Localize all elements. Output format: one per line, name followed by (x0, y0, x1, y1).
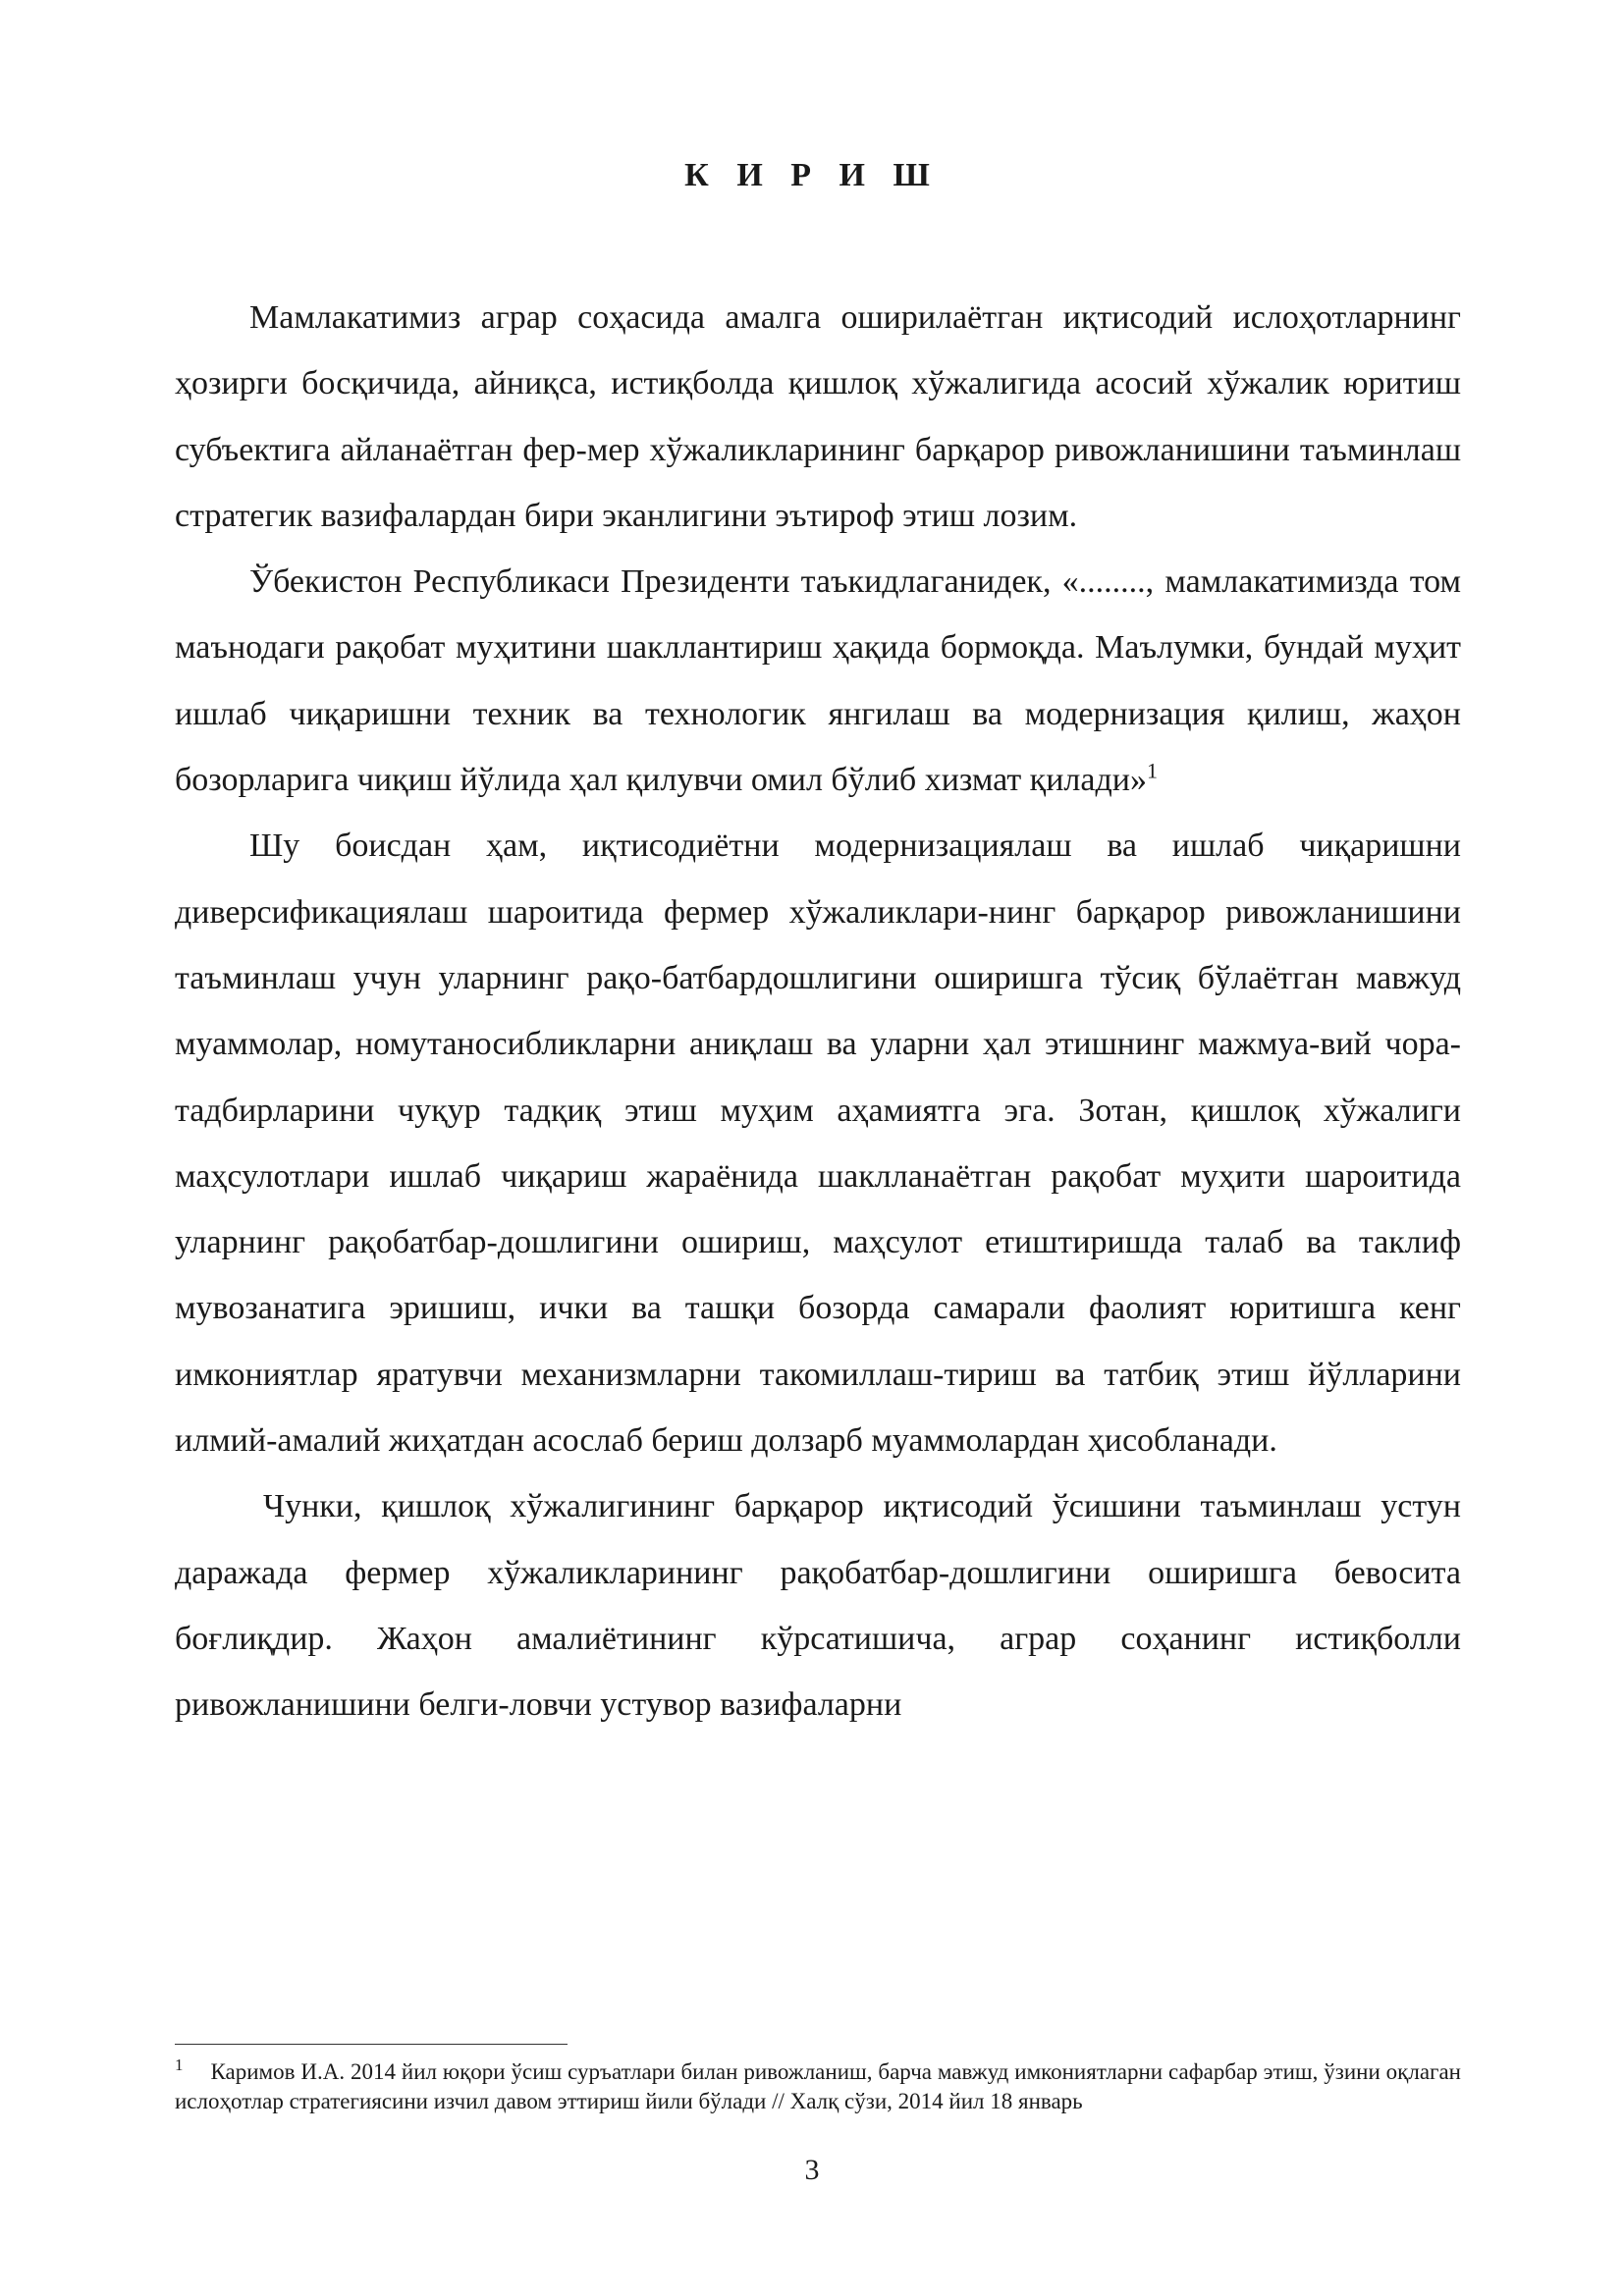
paragraph-2-text: Ўбекистон Республикаси Президенти таъкидлаганидек, «........, мамлакатимизда том маънодаги рақобат муҳитини шакллантириш ҳақида бормоқда. Маълумки, бундай муҳит ишлаб чиқаришни техник ва технологик янгилаш ва модернизация қилиш, жаҳон бозорларига чиқиш йўлида ҳал қилувчи омил бўлиб хизмат қилади» (175, 563, 1461, 799)
paragraph-3-text: Шу боисдан ҳам, иқтисодиётни модернизациялаш ва ишлаб чиқаришни диверсификациялаш шароитида фермер хўжаликлари-нинг барқарор ривожланишини таъминлаш учун уларнинг рақо-батбардошлигини оширишга тўсиқ бўлаётган мавжуд муаммолар, номутаносибликларни аниқлаш ва уларни ҳал этишнинг мажмуа-вий чора-тадбирларини чуқур тадқиқ этиш муҳим аҳамиятга эга. Зотан, қишлоқ хўжалиги маҳсулотлари ишлаб чиқариш жараёнида шаклланаётган рақобат муҳити шароитида уларнинг рақобатбар-дошлигини ошириш, маҳсулот етиштиришда талаб ва таклиф мувозанатига эришиш, ички ва ташқи бозорда самарали фаолият юритишга кенг имкониятлар яратувчи механизмларни такомиллаш-тириш ва татбиқ этиш йўлларини илмий-амалий жиҳатдан асослаб бериш долзарб муаммолардан ҳисобланади. (175, 828, 1461, 1460)
paragraph-4 (175, 1473, 1461, 1737)
page-number: 3 (804, 2154, 820, 2186)
body-text (175, 285, 1461, 1738)
paragraph-4-text: Чунки, қишлоқ хўжалигининг барқарор иқтисодий ўсишини таъминлаш устун даражада фермер хўжаликларининг рақобатбар-дошлигини оширишга бевосита боғлиқдир. Жаҳон амалиётининг кўрсатишича, аграр соҳанинг истиқболли ривожланишини белги-ловчи устувор вазифаларни (175, 1488, 1461, 1724)
paragraph-1 (175, 285, 1461, 549)
footnote (175, 2057, 1461, 2116)
footnote-mark: 1 (175, 2056, 184, 2075)
paragraph-1-text: Мамлакатимиз аграр соҳасида амалга оширилаётган иқтисодий ислоҳотларнинг ҳозирги босқичида, айниқса, истиқболда қишлоқ хўжалигида асосий хўжалик юритиш субъектига айланаётган фер-мер хўжаликларининг барқарор ривожланишини таъминлаш стратегик вазифалардан бири эканлигини эътироф этиш лозим. (175, 299, 1461, 534)
footnote-reference[interactable]: 1 (1146, 758, 1158, 783)
footnote-text: Каримов И.А. 2014 йил юқори ўсиш суръатлари билан ривожланиш, барча мавжуд имкониятларни сафарбар этиш, ўзини оқлаган ислоҳотлар стратегиясини изчил давом эттириш йили бўлади // Халқ сўзи, 2014 йил 18 январь (175, 2059, 1461, 2113)
paragraph-3 (175, 813, 1461, 1473)
page-title: К И Р И Ш (684, 157, 940, 193)
paragraph-2 (175, 549, 1461, 813)
footnote-separator (175, 2044, 568, 2045)
